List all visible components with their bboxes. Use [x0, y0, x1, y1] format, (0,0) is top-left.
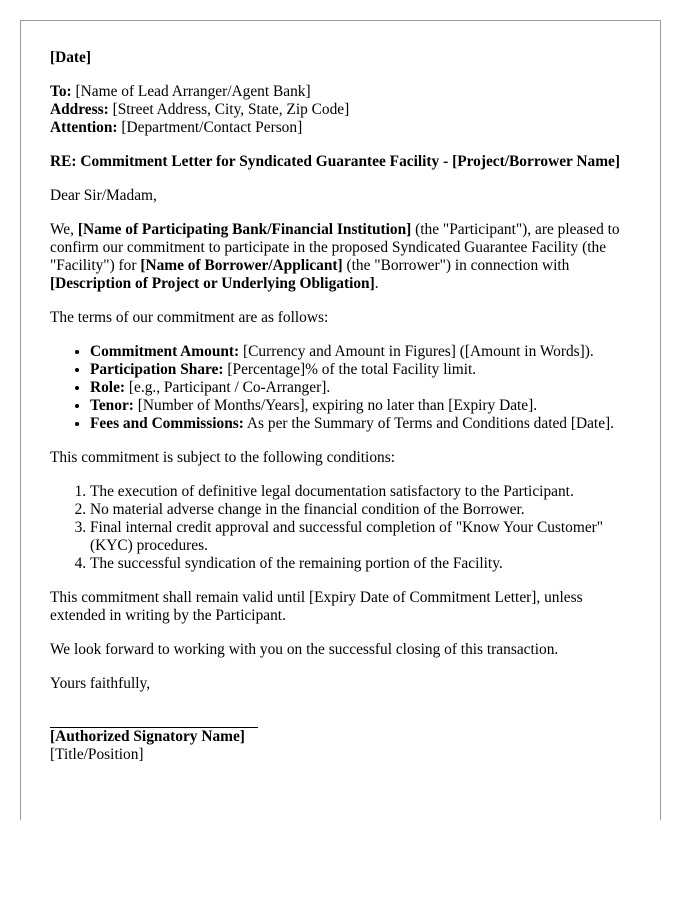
term-item: • Tenor: [Number of Months/Years], expiring no later than [Expiry Date]. — [90, 397, 632, 415]
term-item: • Fees and Commissions: As per the Summary of Terms and Conditions dated [Date]. — [90, 415, 632, 433]
subject-line: RE: Commitment Letter for Syndicated Guarantee Facility - [Project/Borrower Name] — [50, 153, 621, 170]
signoff: Yours faithfully, — [50, 675, 151, 692]
term-item: • Commitment Amount: [Currency and Amount in Figures] ([Amount in Words]). — [90, 343, 632, 361]
condition-item: 2. No material adverse change in the financial condition of the Borrower. — [90, 501, 632, 519]
recipient-block — [50, 83, 632, 137]
conditions-list — [50, 483, 632, 573]
condition-item: 1. The execution of definitive legal documentation satisfactory to the Participant. — [90, 483, 632, 501]
signatory-title: [Title/Position] — [50, 746, 144, 763]
attention-value: [Department/Contact Person] — [121, 119, 303, 136]
address-label: Address: — [50, 101, 109, 118]
term-item: • Participation Share: [Percentage]% of the total Facility limit. — [90, 361, 632, 379]
terms-list — [50, 343, 632, 433]
conditions-intro: This commitment is subject to the following conditions: — [50, 449, 395, 466]
letter-page — [20, 20, 661, 820]
condition-item: 3. Final internal credit approval and successful completion of "Know Your Customer" (KYC) procedures. — [90, 519, 632, 555]
attention-label: Attention: — [50, 119, 118, 136]
closing-paragraph: We look forward to working with you on the successful closing of this transaction. — [50, 641, 559, 658]
term-item: • Role: [e.g., Participant / Co-Arranger]. — [90, 379, 632, 397]
project-description: [Description of Project or Underlying Obligation] — [50, 275, 375, 292]
letter-date: [Date] — [50, 49, 92, 66]
participant-name: [Name of Participating Bank/Financial Institution] — [77, 221, 412, 238]
condition-item: 4. The successful syndication of the remaining portion of the Facility. — [90, 555, 632, 573]
to-value: [Name of Lead Arranger/Agent Bank] — [75, 83, 311, 100]
intro-paragraph: We, [Name of Participating Bank/Financial Institution] (the "Participant"), are pleased to confirm our commitment to participate in the proposed Syndicated Guarantee Facility (the "Facility") for [Name of Borrower/Applicant] (the "Borrower") in connection with [Description of Project or Underlying Obligation]. — [50, 221, 620, 292]
borrower-name: [Name of Borrower/Applicant] — [140, 257, 343, 274]
address-value: [Street Address, City, State, Zip Code] — [112, 101, 350, 118]
terms-intro: The terms of our commitment are as follows: — [50, 309, 329, 326]
validity-paragraph: This commitment shall remain valid until [Expiry Date of Commitment Letter], unless extended in writing by the Participant. — [50, 589, 583, 624]
signature-block — [50, 727, 632, 764]
salutation: Dear Sir/Madam, — [50, 187, 157, 204]
to-label: To: — [50, 83, 72, 100]
signatory-name: [Authorized Signatory Name] — [50, 728, 245, 745]
